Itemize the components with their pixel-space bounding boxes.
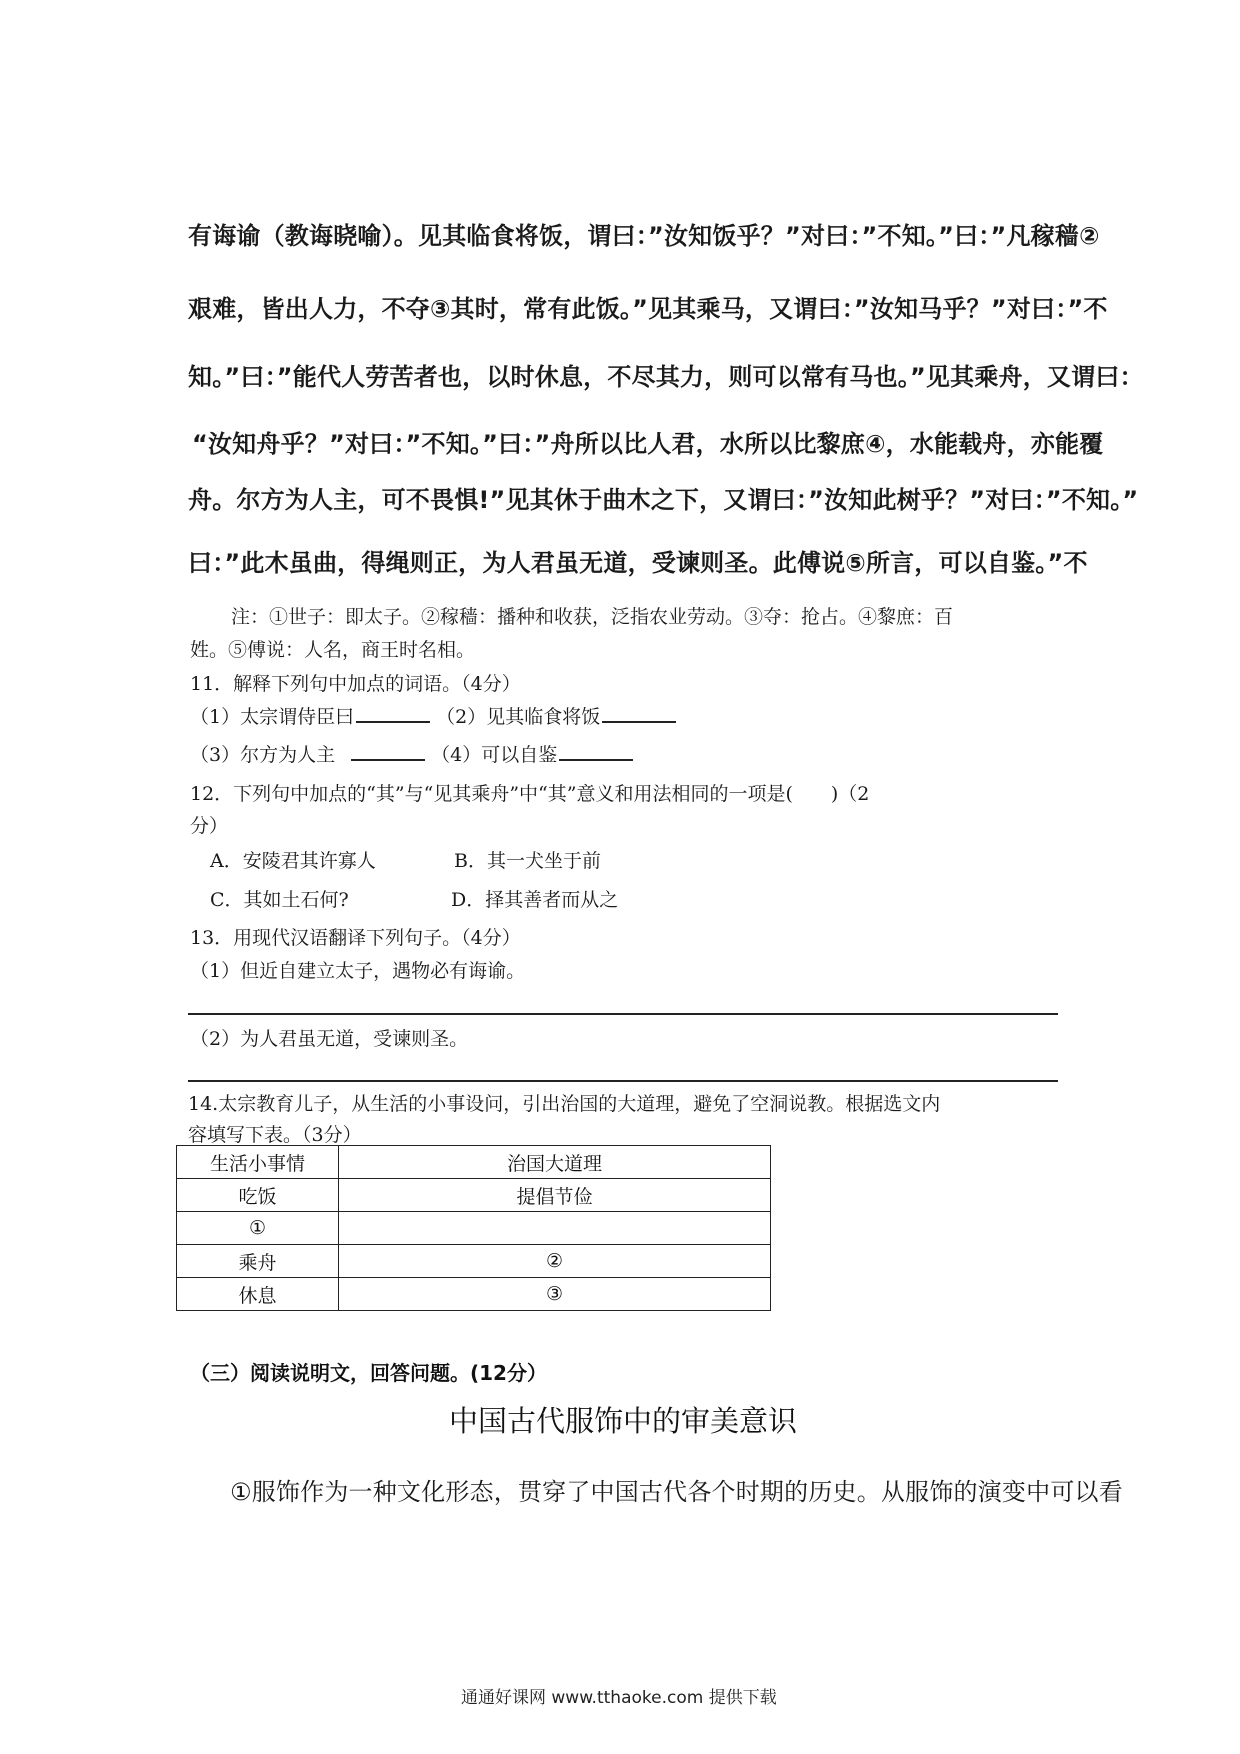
table-cell-answer[interactable] — [339, 1212, 771, 1245]
q14-stem-line-2: 容填写下表。（3分） — [188, 1124, 362, 1146]
passage-line-5: 舟。尔方为人主，可不畏惧!”见其休于曲木之下，又谓曰：”汝知此树乎？”对曰：”不知。” — [188, 486, 1139, 514]
q11-item-3: （3）尔方为人主 — [190, 744, 336, 766]
table-cell: 吃饭 — [177, 1179, 339, 1212]
table-row — [177, 1179, 771, 1212]
table-row — [177, 1245, 771, 1278]
q13-answer-line-2[interactable] — [188, 1080, 1058, 1082]
passage-line-3: 知。”曰：”能代人劳苦者也，以时休息，不尽其力，则可以常有马也。”见其乘舟，又谓曰： — [188, 363, 1144, 391]
q12-option-b[interactable]: B．其一犬坐于前 — [454, 850, 601, 872]
q12-stem-line-2: 分） — [190, 815, 229, 837]
article-paragraph-1: ①服饰作为一种文化形态，贯穿了中国古代各个时期的历史。从服饰的演变中可以看 — [230, 1478, 1123, 1506]
q11-row-1 — [190, 702, 676, 729]
table-header-row — [177, 1146, 771, 1179]
q13-item-2: （2）为人君虽无道，受谏则圣。 — [190, 1028, 469, 1050]
q11-item-2: （2）见其临食将饭 — [436, 706, 601, 728]
passage-line-4: “汝知舟乎？”对曰：”不知。”曰：”舟所以比人君，水所以比黎庶④，水能载舟，亦能覆 — [192, 430, 1104, 458]
q11-item-4: （4）可以自鉴 — [431, 744, 558, 766]
q12-option-d[interactable]: D．择其善者而从之 — [451, 889, 619, 911]
q11-blank-2[interactable] — [602, 703, 676, 723]
table-cell: 乘舟 — [177, 1245, 339, 1278]
q12-option-a[interactable]: A．安陵君其许寡人 — [210, 850, 376, 872]
q11-blank-4[interactable] — [559, 741, 633, 761]
table-cell: ① — [177, 1212, 339, 1245]
table-cell: 提倡节俭 — [339, 1179, 771, 1212]
passage-line-6: 曰：”此木虽曲，得绳则正，为人君虽无道，受谏则圣。此傅说⑤所言，可以自鉴。”不 — [188, 549, 1088, 577]
table-row — [177, 1278, 771, 1311]
q11-blank-3[interactable] — [351, 741, 425, 761]
table-cell: 休息 — [177, 1278, 339, 1311]
q14-stem-line-1: 14.太宗教育儿子，从生活的小事设问，引出治国的大道理，避免了空洞说教。根据选文内 — [188, 1093, 941, 1115]
q13-answer-line-1[interactable] — [188, 1013, 1058, 1015]
q12-stem-line-1: 12．下列句中加点的“其”与“见其乘舟”中“其”意义和用法相同的一项是( )（2 — [190, 783, 870, 805]
page-footer: 通通好课网 www.tthaoke.com 提供下载 — [461, 1688, 777, 1708]
q14-table — [176, 1145, 771, 1311]
notes-line-1: 注：①世子：即太子。②稼穑：播种和收获，泛指农业劳动。③夺：抢占。④黎庶：百 — [231, 606, 954, 628]
table-header-cell: 生活小事情 — [177, 1146, 339, 1179]
q11-row-2 — [190, 740, 633, 767]
q13-stem: 13．用现代汉语翻译下列句子。（4分） — [190, 927, 521, 949]
table-cell-answer[interactable]: ③ — [339, 1278, 771, 1311]
q13-item-1: （1）但近自建立太子，遇物必有诲谕。 — [190, 960, 526, 982]
q11-blank-1[interactable] — [356, 703, 430, 723]
table-row — [177, 1212, 771, 1245]
table-cell-answer[interactable]: ② — [339, 1245, 771, 1278]
passage-line-1: 有诲谕（教诲晓喻）。见其临食将饭，谓曰：”汝知饭乎？”对曰：”不知。”曰：”凡稼穑② — [188, 222, 1100, 250]
section-3-heading: （三）阅读说明文，回答问题。(12分） — [190, 1361, 547, 1385]
passage-line-2: 艰难，皆出人力，不夺③其时，常有此饭。”见其乘马，又谓曰：”汝知马乎？”对曰：”不 — [188, 295, 1108, 323]
q11-item-1: （1）太宗谓侍臣曰 — [190, 706, 355, 728]
q12-option-c[interactable]: C．其如土石何? — [210, 889, 349, 911]
table-header-cell: 治国大道理 — [339, 1146, 771, 1179]
notes-line-2: 姓。⑤傅说：人名，商王时名相。 — [190, 639, 476, 661]
q11-stem: 11．解释下列句中加点的词语。（4分） — [190, 673, 521, 695]
article-title: 中国古代服饰中的审美意识 — [449, 1404, 798, 1438]
